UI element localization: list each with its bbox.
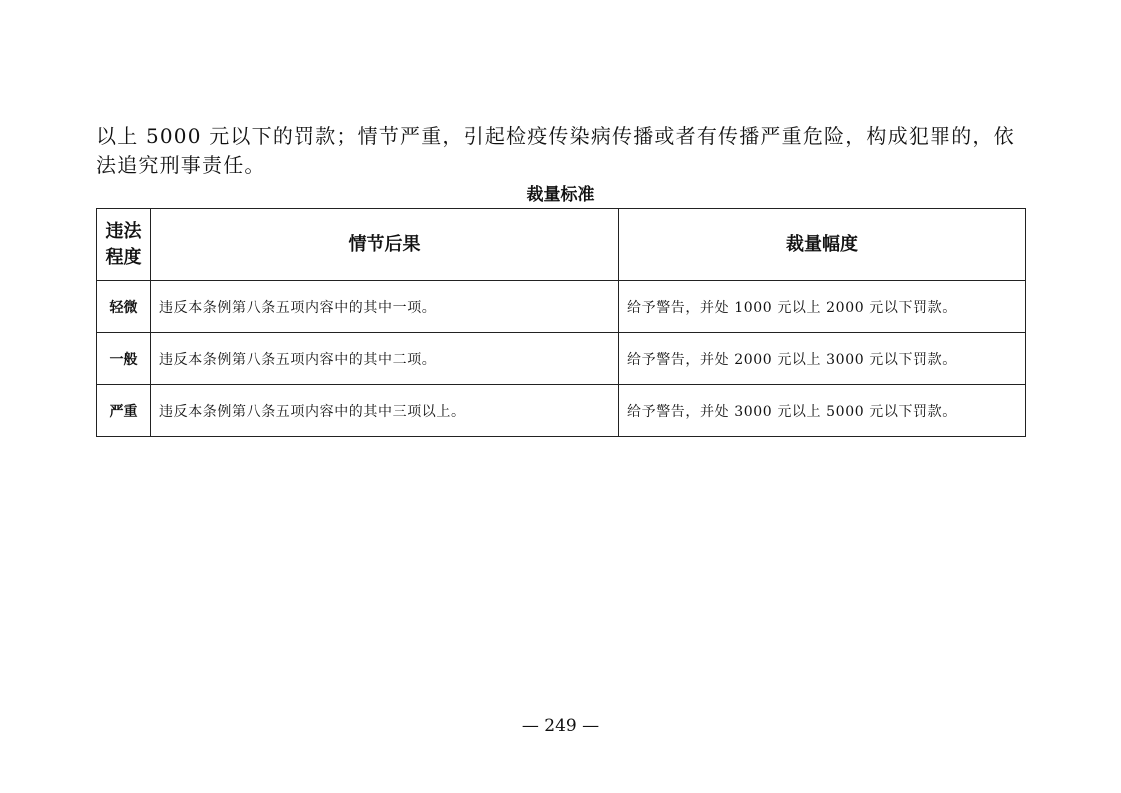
table-row bbox=[97, 385, 1026, 437]
header-consequence: 情节后果 bbox=[151, 209, 619, 281]
row-sanction-range: 给予警告，并处 1000 元以上 2000 元以下罚款。 bbox=[619, 281, 1026, 333]
row-sanction-range: 给予警告，并处 2000 元以上 3000 元以下罚款。 bbox=[619, 333, 1026, 385]
sanction-standard-table bbox=[96, 208, 1026, 437]
row-level: 轻微 bbox=[97, 281, 151, 333]
table-row bbox=[97, 281, 1026, 333]
table-caption: 裁量标准 bbox=[526, 185, 595, 205]
row-sanction-range: 给予警告，并处 3000 元以上 5000 元以下罚款。 bbox=[619, 385, 1026, 437]
table-header-row bbox=[97, 209, 1026, 281]
row-level: 严重 bbox=[97, 385, 151, 437]
table-row bbox=[97, 333, 1026, 385]
row-consequence: 违反本条例第八条五项内容中的其中一项。 bbox=[151, 281, 619, 333]
body-paragraph: 以上 5000 元以下的罚款；情节严重，引起检疫传染病传播或者有传播严重危险，构成犯罪的，依法追究刑事责任。 bbox=[96, 124, 1015, 177]
page-number: — 249 — bbox=[521, 716, 600, 736]
header-sanction-range: 裁量幅度 bbox=[619, 209, 1026, 281]
row-consequence: 违反本条例第八条五项内容中的其中三项以上。 bbox=[151, 385, 619, 437]
header-violation-level: 违法程度 bbox=[97, 209, 151, 281]
row-level: 一般 bbox=[97, 333, 151, 385]
row-consequence: 违反本条例第八条五项内容中的其中二项。 bbox=[151, 333, 619, 385]
